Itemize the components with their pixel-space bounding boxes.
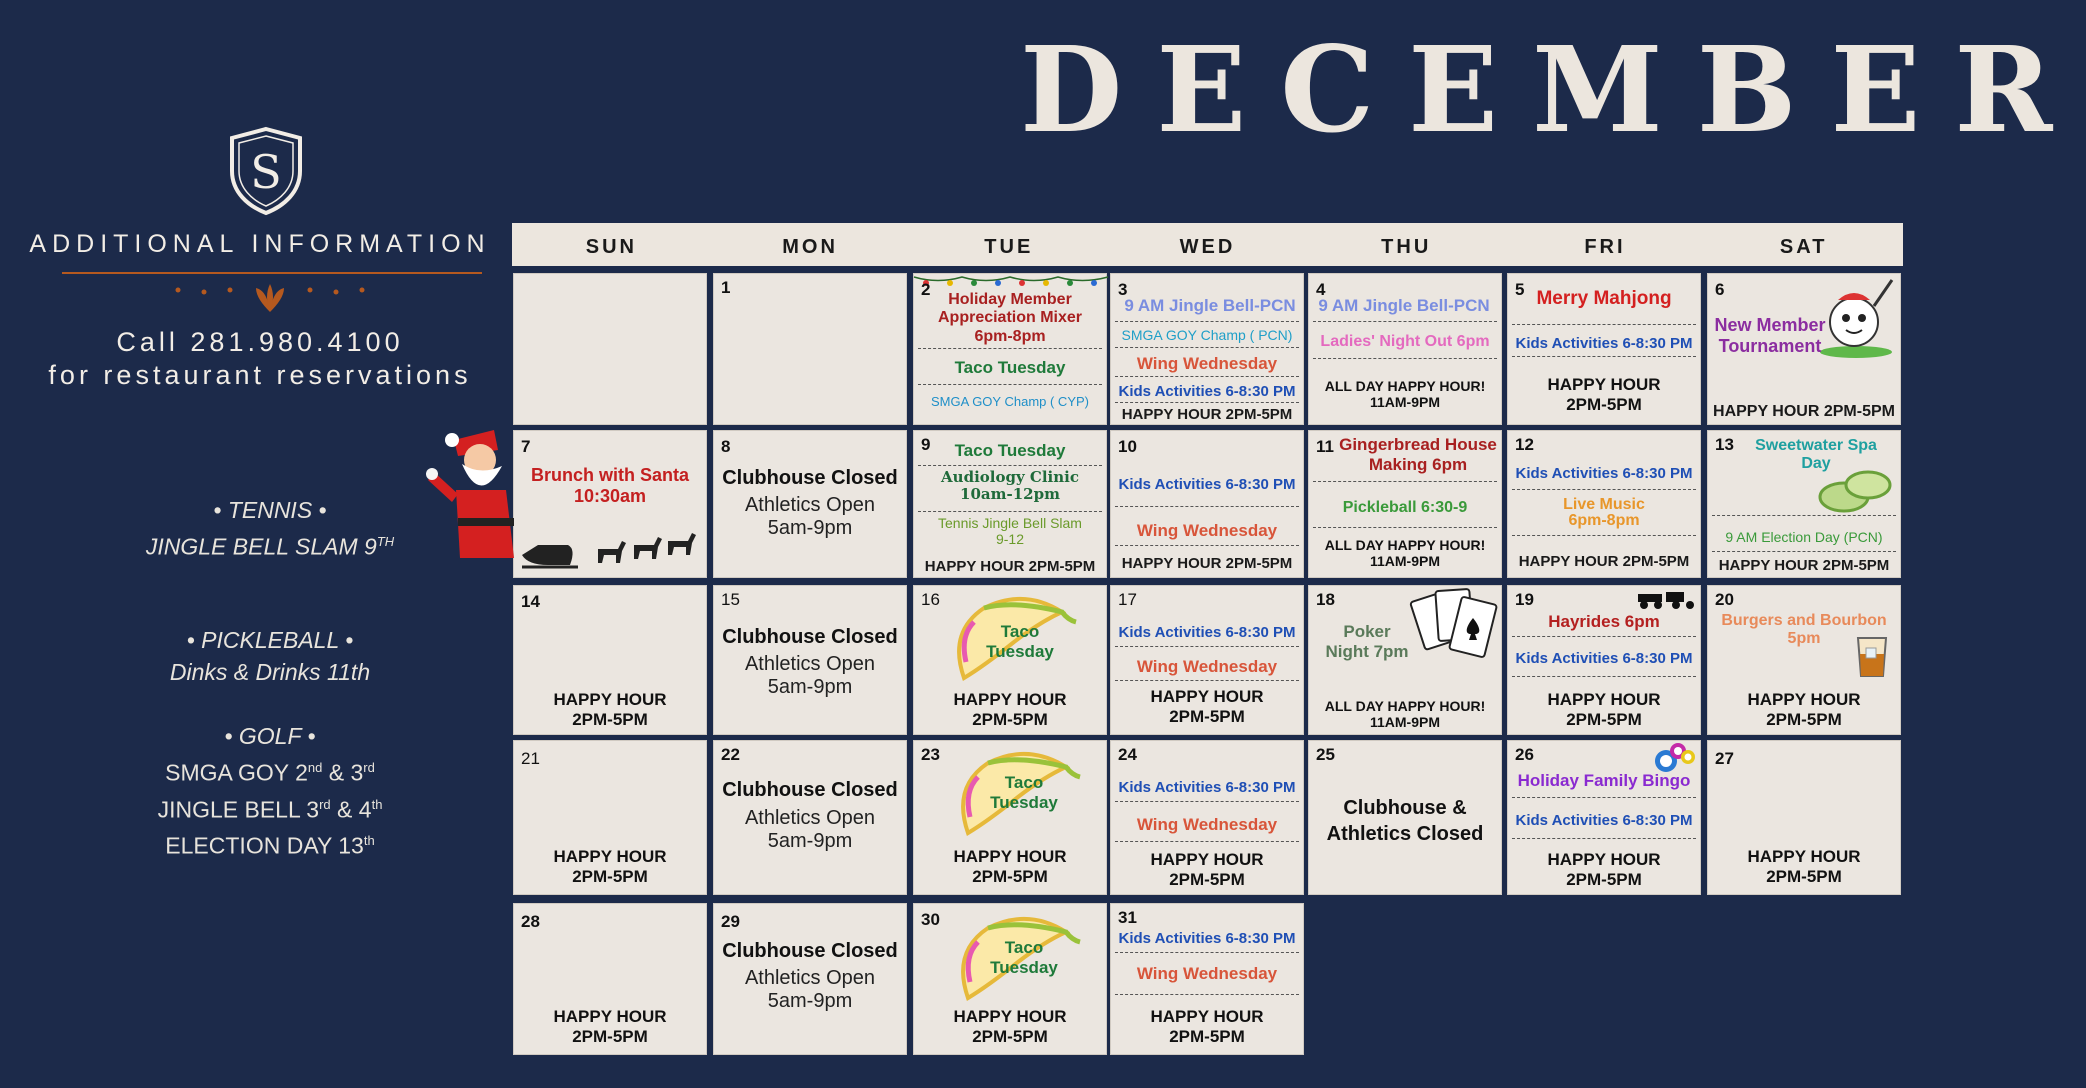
day-cell-16[interactable] [913, 585, 1107, 735]
new-member-tournament-event: New Member Tournament [1714, 315, 1826, 356]
day-number: 15 [721, 590, 740, 609]
golf-heading: • GOLF • [224, 723, 316, 749]
divider [1512, 676, 1696, 677]
divider [1115, 376, 1299, 377]
taco-tuesday-event: Taco Tuesday [954, 441, 1066, 460]
divider [918, 465, 1102, 466]
leaf-ornament-icon [170, 282, 370, 318]
kids-activities-event: Kids Activities 6-8:30 PM [1515, 465, 1693, 482]
happy-hour-event: HAPPY HOUR 2PM-5PM [1547, 850, 1661, 889]
tennis-jingle-bell-slam-event: Tennis Jingle Bell Slam 9-12 [938, 515, 1082, 548]
day-cell-26[interactable] [1507, 740, 1701, 895]
pickleball-event: Dinks & Drinks 11th [169, 659, 371, 685]
brunch-with-santa-event: Brunch with Santa 10:30am [530, 465, 689, 506]
day-cell-8[interactable] [713, 430, 907, 578]
day-cell-27[interactable] [1707, 740, 1901, 895]
playing-cards-icon [1407, 586, 1501, 672]
divider [1512, 636, 1696, 637]
happy-hour-event: HAPPY HOUR 2PM-5PM [1547, 375, 1661, 414]
day-number: 2 [921, 280, 931, 299]
day-cell-2[interactable] [913, 273, 1107, 425]
divider [1512, 489, 1696, 490]
taco-tuesday-event: Taco Tuesday [990, 773, 1058, 812]
day-cell-14[interactable] [513, 585, 707, 735]
day-cell-18[interactable] [1308, 585, 1502, 735]
day-cell-30[interactable] [913, 903, 1107, 1055]
day-number: 6 [1715, 280, 1725, 299]
day-number: 16 [921, 590, 940, 609]
day-number: 31 [1118, 908, 1137, 927]
dow-sun: SUN [585, 236, 637, 258]
day-cell-6[interactable] [1707, 273, 1901, 425]
day-cell-12[interactable] [1507, 430, 1701, 578]
day-cell-24[interactable] [1110, 740, 1304, 895]
election-day-event: 9 AM Election Day (PCN) [1725, 529, 1883, 545]
happy-hour-event: HAPPY HOUR 2PM-5PM [924, 558, 1096, 575]
day-number: 14 [521, 592, 540, 611]
happy-hour-event: HAPPY HOUR 2PM-5PM [1121, 406, 1293, 423]
bourbon-glass-icon [1856, 636, 1888, 678]
day-number: 11 [1316, 437, 1334, 456]
day-cell-10[interactable] [1110, 430, 1304, 578]
day-number: 26 [1515, 745, 1534, 764]
day-cell-29[interactable] [713, 903, 907, 1055]
athletics-open-event: Athletics Open 5am-9pm [744, 494, 876, 539]
day-cell-22[interactable] [713, 740, 907, 895]
all-day-happy-hour-event: ALL DAY HAPPY HOUR! 11AM-9PM [1324, 378, 1486, 411]
sweetwater-spa-event: Sweetwater Spa Day [1755, 437, 1877, 473]
athletics-open-event: Athletics Open 5am-9pm [744, 653, 876, 698]
all-day-happy-hour-event: ALL DAY HAPPY HOUR! 11AM-9PM [1324, 537, 1486, 570]
month-title: DECEMBER [1020, 20, 2086, 159]
dow-mon: MON [782, 236, 838, 258]
day-cell-9[interactable] [913, 430, 1107, 578]
wing-wednesday-event: Wing Wednesday [1136, 354, 1278, 373]
day-cell-7[interactable] [513, 430, 707, 578]
athletics-open-event: Athletics Open 5am-9pm [744, 807, 876, 852]
day-number: 3 [1118, 280, 1128, 299]
day-number: 20 [1715, 590, 1734, 609]
dow-fri: FRI [1584, 236, 1626, 258]
dow-tue: TUE [984, 236, 1034, 258]
divider [1115, 841, 1299, 842]
day-number: 29 [721, 912, 740, 931]
audiology-clinic-event: Audiology Clinic 10am-12pm [941, 468, 1079, 504]
taco-tuesday-event: Taco Tuesday [986, 622, 1054, 661]
divider [1712, 515, 1896, 516]
wing-wednesday-event: Wing Wednesday [1136, 521, 1278, 540]
day-number: 28 [521, 912, 540, 931]
happy-hour-event: HAPPY HOUR 2PM-5PM [953, 690, 1067, 729]
happy-hour-event: HAPPY HOUR 2PM-5PM [1718, 557, 1890, 574]
club-shield-logo-icon [228, 126, 304, 216]
tennis-event: JINGLE BELL SLAM 9TH [145, 533, 395, 560]
taco-tuesday-event: Taco Tuesday [990, 938, 1058, 977]
all-day-happy-hour-event: ALL DAY HAPPY HOUR! 11AM-9PM [1324, 698, 1486, 731]
day-cell-19[interactable] [1507, 585, 1701, 735]
taco-tuesday-event: Taco Tuesday [954, 358, 1066, 377]
bingo-balls-icon [1652, 741, 1696, 775]
divider [1512, 838, 1696, 839]
happy-hour-event: HAPPY HOUR 2PM-5PM [1121, 555, 1293, 572]
day-number: 25 [1316, 745, 1335, 764]
athletics-open-event: Athletics Open 5am-9pm [744, 967, 876, 1012]
golf-info [100, 720, 440, 862]
divider [1712, 551, 1896, 552]
day-number: 12 [1515, 435, 1534, 454]
day-cell-20[interactable] [1707, 585, 1901, 735]
divider [1115, 347, 1299, 348]
tractor-hayride-icon [1636, 588, 1698, 610]
day-number: 1 [721, 278, 731, 297]
day-number: 19 [1515, 590, 1534, 609]
live-music-event: Live Music 6pm-8pm [1563, 496, 1645, 529]
divider [1115, 545, 1299, 546]
kids-activities-event: Kids Activities 6-8:30 PM [1515, 650, 1693, 667]
merry-mahjong-event: Merry Mahjong [1536, 288, 1672, 309]
day-number: 9 [921, 435, 931, 454]
wing-wednesday-event: Wing Wednesday [1136, 657, 1278, 676]
santa-sleigh-reindeer-icon [518, 519, 704, 573]
wing-wednesday-event: Wing Wednesday [1136, 964, 1278, 983]
divider [1512, 535, 1696, 536]
day-cell-28[interactable] [513, 903, 707, 1055]
divider [1115, 680, 1299, 681]
day-number: 7 [521, 437, 531, 456]
day-cell-15[interactable] [713, 585, 907, 735]
divider [1115, 321, 1299, 322]
day-cell-25[interactable] [1308, 740, 1502, 895]
day-cell-empty [513, 273, 707, 425]
day-cell-21[interactable] [513, 740, 707, 895]
poker-night-event: Poker Night 7pm [1325, 622, 1409, 661]
divider [1115, 801, 1299, 802]
day-number: 21 [521, 749, 540, 768]
day-cell-1[interactable] [713, 273, 907, 425]
dow-wed: WED [1179, 236, 1236, 258]
divider [1313, 358, 1497, 359]
day-number: 5 [1515, 280, 1525, 299]
holiday-family-bingo-event: Holiday Family Bingo [1517, 771, 1691, 790]
happy-hour-event: HAPPY HOUR 2PM-5PM [1747, 690, 1861, 729]
divider [918, 348, 1102, 349]
golf-event-2: JINGLE BELL 3rd & 4th [157, 796, 383, 823]
divider [1115, 506, 1299, 507]
divider [1313, 481, 1497, 482]
day-number: 8 [721, 437, 731, 456]
reservation-call-text [0, 326, 520, 392]
clubhouse-closed-event: Clubhouse Closed [722, 626, 898, 648]
gingerbread-house-event: Gingerbread House Making 6pm [1339, 435, 1497, 474]
happy-hour-event: HAPPY HOUR 2PM-5PM [1547, 690, 1661, 729]
divider [1115, 402, 1299, 403]
wing-wednesday-event: Wing Wednesday [1136, 815, 1278, 834]
hayrides-event: Hayrides 6pm [1548, 612, 1660, 631]
happy-hour-event: HAPPY HOUR 2PM-5PM [553, 1007, 667, 1046]
day-cell-11[interactable] [1308, 430, 1502, 578]
day-number: 13 [1715, 435, 1734, 454]
day-number: 27 [1715, 749, 1734, 768]
kids-activities-event: Kids Activities 6-8:30 PM [1118, 930, 1296, 947]
day-number: 23 [921, 745, 940, 764]
day-of-week-header [512, 223, 1903, 266]
happy-hour-event: HAPPY HOUR 2PM-5PM [1747, 847, 1861, 886]
day-cell-13[interactable] [1707, 430, 1901, 578]
happy-hour-event: HAPPY HOUR 2PM-5PM [1150, 687, 1264, 726]
happy-hour-event: HAPPY HOUR 2PM-5PM [553, 690, 667, 729]
additional-information-heading: ADDITIONAL INFORMATION [29, 230, 491, 258]
dow-thu: THU [1381, 236, 1432, 258]
call-line-1: Call 281.980.4100 [116, 327, 404, 357]
burgers-and-bourbon-event: Burgers and Bourbon 5pm [1721, 612, 1887, 648]
ladies-night-event: Ladies' Night Out 6pm [1320, 333, 1490, 350]
kids-activities-event: Kids Activities 6-8:30 PM [1118, 383, 1296, 400]
happy-hour-event: HAPPY HOUR 2PM-5PM [1713, 403, 1895, 420]
golf-event-1: SMGA GOY 2nd & 3rd [165, 759, 375, 786]
happy-hour-event: HAPPY HOUR 2PM-5PM [1150, 850, 1264, 889]
dow-sat: SAT [1779, 236, 1828, 258]
kids-activities-event: Kids Activities 6-8:30 PM [1515, 335, 1693, 352]
divider [1512, 356, 1696, 357]
tennis-heading: • TENNIS • [213, 497, 327, 523]
kids-activities-event: Kids Activities 6-8:30 PM [1515, 812, 1693, 829]
kids-activities-event: Kids Activities 6-8:30 PM [1118, 779, 1296, 796]
happy-hour-event: HAPPY HOUR 2PM-5PM [953, 1007, 1067, 1046]
happy-hour-event: HAPPY HOUR 2PM-5PM [1518, 553, 1690, 570]
happy-hour-event: HAPPY HOUR 2PM-5PM [1150, 1007, 1264, 1046]
ornament-divider [62, 272, 482, 274]
divider [1512, 324, 1696, 325]
jingle-bell-pcn-event: 9 AM Jingle Bell-PCN [1318, 296, 1490, 315]
cucumber-slices-icon [1816, 461, 1896, 517]
clubhouse-closed-event: Clubhouse Closed [722, 779, 898, 801]
day-cell-5[interactable] [1507, 273, 1701, 425]
day-cell-4[interactable] [1308, 273, 1502, 425]
tennis-info [100, 494, 440, 563]
happy-hour-event: HAPPY HOUR 2PM-5PM [953, 847, 1067, 886]
happy-hour-event: HAPPY HOUR 2PM-5PM [553, 847, 667, 886]
day-number: 4 [1316, 280, 1326, 299]
divider [918, 384, 1102, 385]
clubhouse-closed-event: Clubhouse Closed [722, 940, 898, 962]
day-number: 17 [1118, 590, 1137, 609]
svg-text:S: S [250, 145, 282, 199]
smga-goy-cyp-event: SMGA GOY Champ ( CYP) [931, 394, 1089, 409]
day-number: 10 [1118, 437, 1137, 456]
day-number: 22 [721, 745, 740, 764]
divider [1313, 321, 1497, 322]
kids-activities-event: Kids Activities 6-8:30 PM [1118, 624, 1296, 641]
clubhouse-athletics-closed-event: Clubhouse & Athletics Closed [1326, 797, 1484, 845]
kids-activities-event: Kids Activities 6-8:30 PM [1118, 476, 1296, 493]
day-cell-3[interactable] [1110, 273, 1304, 425]
pickleball-event: Pickleball 6:30-9 [1342, 499, 1468, 516]
divider [1115, 994, 1299, 995]
day-cell-17[interactable] [1110, 585, 1304, 735]
day-number: 18 [1316, 590, 1335, 609]
pickleball-info [100, 624, 440, 688]
divider [1115, 646, 1299, 647]
day-number: 30 [921, 910, 940, 929]
divider [1512, 797, 1696, 798]
pickleball-heading: • PICKLEBALL • [186, 627, 354, 653]
santa-claus-icon [424, 410, 516, 560]
divider [1115, 952, 1299, 953]
smga-goy-pcn-event: SMGA GOY Champ ( PCN) [1121, 327, 1293, 343]
day-cell-31[interactable] [1110, 903, 1304, 1055]
day-number: 24 [1118, 745, 1137, 764]
divider [1313, 527, 1497, 528]
holiday-mixer-event: Holiday Member Appreciation Mixer 6pm-8pm [937, 291, 1083, 345]
golf-event-3: ELECTION DAY 13th [165, 832, 375, 859]
call-line-2: for restaurant reservations [48, 360, 472, 390]
divider [918, 511, 1102, 512]
string-lights-icon [914, 274, 1108, 290]
day-cell-23[interactable] [913, 740, 1107, 895]
jingle-bell-pcn-event: 9 AM Jingle Bell-PCN [1124, 296, 1296, 315]
clubhouse-closed-event: Clubhouse Closed [722, 467, 898, 489]
